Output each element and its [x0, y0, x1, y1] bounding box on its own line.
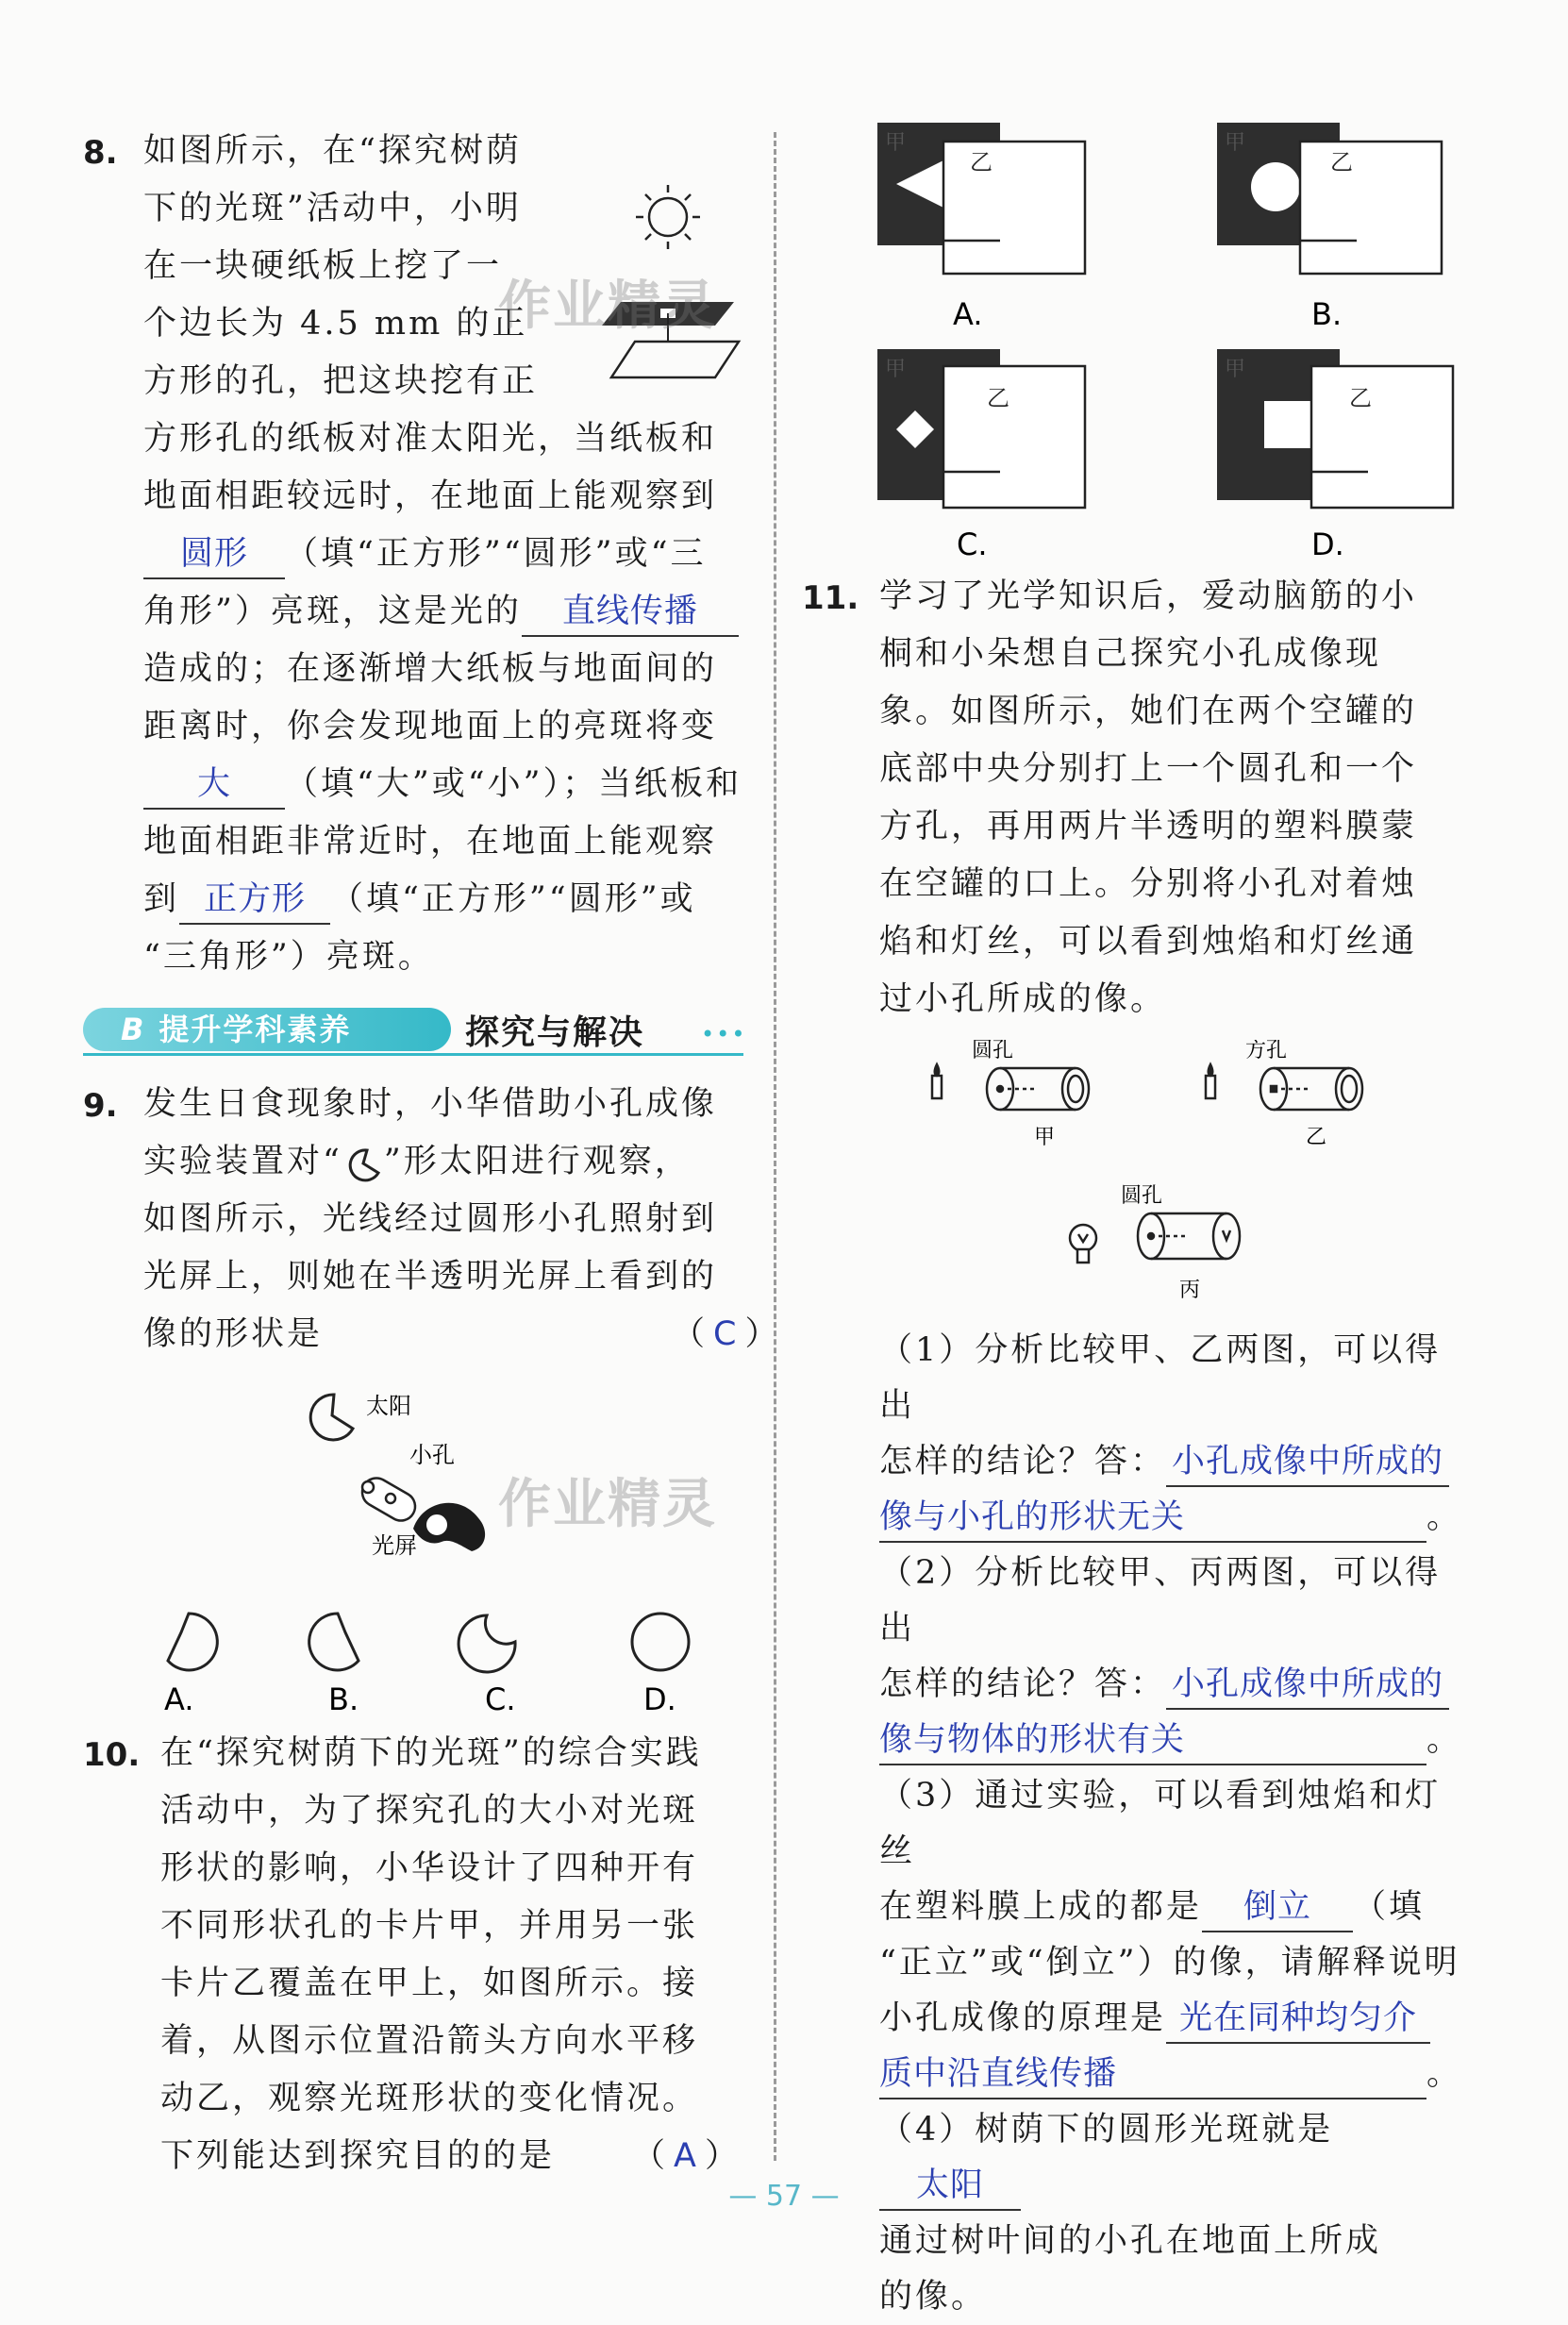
text-line: （3）通过实验，可以看到烛焰和灯丝 — [879, 1777, 1442, 1870]
answer-blank: 像与物体的形状有关 — [879, 1716, 1426, 1765]
text-line — [160, 2128, 764, 2185]
text-line: 方形的孔，把这块挖有正 — [143, 362, 539, 400]
text: （填“正方形”“圆形”或 — [330, 880, 696, 918]
text-line: 下的光斑”活动中，小明 — [143, 190, 522, 227]
can-jia — [932, 1064, 1089, 1110]
answer-blank: 大 — [143, 761, 285, 810]
answer-paren — [632, 2128, 741, 2185]
text-line: 过小孔所成的像。 — [879, 980, 1167, 1018]
text-line: 在“探究树荫下的光斑”的综合实践 — [160, 1734, 702, 1772]
text-line: 发生日食现象时，小华借助小孔成像 — [143, 1085, 718, 1123]
option-label: C. — [485, 1681, 516, 1717]
answer-blank: 光在同种均匀介 — [1166, 1995, 1430, 2044]
answer-blank: 小孔成像中所成的 — [1166, 1661, 1449, 1710]
card-label-yi: 乙 — [1330, 149, 1353, 176]
text-line: 在一块硬纸板上挖了一 — [143, 247, 503, 285]
card-label-jia: 甲 — [1225, 358, 1246, 381]
text-line: 活动中，为了探究孔的大小对光斑 — [160, 1792, 699, 1830]
text-line: 个边长为 4.5 mm 的正 — [143, 305, 528, 343]
text: （填“大”或“小”）；当纸板和 — [285, 765, 742, 803]
text-line — [879, 1991, 1474, 2047]
text: ”形太阳进行观察， — [383, 1143, 691, 1180]
question-text — [160, 1725, 764, 2185]
label-hole: 小孔 — [409, 1442, 455, 1468]
text: 实验装置对“ — [143, 1143, 342, 1180]
question-number: 9. — [83, 1087, 118, 1125]
choice-answer: A — [674, 2137, 699, 2175]
text: 怎样的结论？答： — [879, 1665, 1167, 1703]
question-number: 8. — [83, 134, 118, 172]
text-line: 动乙，观察光斑形状的变化情况。 — [160, 2080, 699, 2117]
section-banner — [83, 1000, 747, 1061]
watermark: 作业精灵 — [498, 276, 717, 337]
crescent-sun-icon — [342, 1145, 384, 1182]
text-line: 焰和灯丝，可以看到烛焰和灯丝通 — [879, 923, 1418, 961]
label-yi: 乙 — [1306, 1126, 1327, 1149]
option-c-shape — [459, 1615, 515, 1672]
text-line: （1）分析比较甲、乙两图，可以得出 — [879, 1331, 1442, 1425]
text-line: 卡片乙覆盖在甲上，如图所示。接 — [160, 1965, 699, 2002]
page-number: — 57 — — [728, 2180, 840, 2213]
section-letter: B — [121, 1012, 146, 1047]
text-line: 地面相距较远时，在地面上能观察到 — [143, 477, 718, 515]
section-title: 探究与解决 — [465, 1013, 645, 1052]
choice-answer: C — [713, 1315, 740, 1353]
text-line: 底部中央分别打上一个圆孔和一个 — [879, 750, 1418, 788]
text-line: 地面相距非常近时，在地面上能观察 — [143, 823, 718, 861]
column-divider — [774, 132, 776, 2161]
question-text — [143, 1076, 781, 1363]
option-b-shape — [309, 1614, 359, 1670]
text-line: （2）分析比较甲、丙两图，可以得出 — [879, 1554, 1442, 1648]
q9-options — [149, 1604, 734, 1727]
text: 小孔成像的原理是 — [879, 1999, 1167, 2037]
text-line: 造成的；在逐渐增大纸板与地面间的 — [143, 650, 718, 688]
option-label: B. — [1311, 296, 1343, 332]
text-line: 如图所示，光线经过圆形小孔照射到 — [143, 1200, 718, 1238]
text: 。 — [1426, 2055, 1463, 2093]
answer-blank: 小孔成像中所成的 — [1166, 1438, 1449, 1487]
text-line: 桐和小朵想自己探究小孔成像现 — [879, 635, 1382, 673]
text-line: 光屏上，则她在半透明光屏上看到的 — [143, 1258, 718, 1296]
text: 到 — [143, 880, 180, 918]
answer-blank: 倒立 — [1202, 1883, 1353, 1932]
text-line: “三角形”）亮斑。 — [143, 938, 434, 976]
option-c-card — [877, 349, 1085, 562]
answer-blank: 正方形 — [179, 876, 330, 925]
label-jia: 甲 — [1034, 1126, 1056, 1149]
text: 怎样的结论？答： — [879, 1443, 1167, 1480]
text: 。 — [1426, 1721, 1463, 1759]
paren: （ — [672, 1315, 709, 1353]
partial-sun-shape — [310, 1395, 353, 1440]
option-label: C. — [957, 527, 988, 562]
text: （填“正方形”“圆形”或“三 — [285, 535, 707, 573]
option-label: A. — [953, 296, 983, 332]
candle-icon — [932, 1076, 942, 1098]
answer-blank: 太阳 — [879, 2162, 1021, 2211]
option-d-card — [1217, 349, 1453, 562]
text-line — [143, 1306, 781, 1363]
option-label: A. — [164, 1681, 194, 1717]
label-screen: 光屏 — [372, 1532, 417, 1559]
text-line — [879, 1713, 1474, 1768]
answer-blank: 圆形 — [143, 530, 285, 579]
circle-hole — [1251, 162, 1300, 211]
option-label: D. — [1311, 527, 1344, 562]
pinhole-tube — [358, 1473, 421, 1526]
text: 角形”）亮斑，这是光的 — [143, 593, 522, 630]
text-line: 不同形状孔的卡片甲，并用另一张 — [160, 1907, 699, 1945]
text-line: 形状的影响，小华设计了四种开有 — [160, 1849, 699, 1887]
text-line: 距离时，你会发现地面上的亮斑将变 — [143, 708, 718, 745]
section-pill — [83, 1008, 451, 1051]
q10-card-options — [802, 123, 1472, 576]
option-d-shape — [632, 1614, 689, 1670]
paren: ） — [704, 2137, 741, 2175]
can-yi — [1206, 1064, 1362, 1110]
text-line — [143, 756, 747, 813]
pinhole-can-figure — [906, 1040, 1396, 1323]
answer-blank: 质中沿直线传播 — [879, 2050, 1426, 2099]
option-a-shape — [168, 1614, 217, 1670]
text-line: 在空罐的口上。分别将小孔对着烛 — [879, 865, 1418, 903]
text-line: 学习了光学知识后，爱动脑筋的小 — [879, 577, 1418, 615]
card-label-yi: 乙 — [987, 385, 1009, 411]
text: 。 — [1426, 1498, 1463, 1536]
card-label-jia: 甲 — [885, 358, 907, 381]
girl-head — [413, 1503, 485, 1551]
label-bing: 丙 — [1179, 1279, 1201, 1302]
text-line — [143, 583, 747, 641]
text-line: 方形孔的纸板对准太阳光，当纸板和 — [143, 420, 718, 458]
question-number: 11. — [802, 579, 859, 617]
text-line — [879, 1880, 1474, 1935]
text-line — [879, 2047, 1474, 2102]
text-line — [143, 871, 747, 928]
card-label-yi: 乙 — [1349, 385, 1372, 411]
section-pill-label: 提升学科素养 — [158, 1012, 352, 1047]
label-sun: 太阳 — [366, 1393, 411, 1419]
answer-blank: 直线传播 — [522, 588, 739, 637]
candle-icon — [1206, 1076, 1215, 1098]
label-round-hole: 圆孔 — [1121, 1184, 1163, 1208]
answer-blank: 像与小孔的形状无关 — [879, 1494, 1426, 1543]
ground-plane — [611, 342, 739, 377]
text: （填 — [1353, 1888, 1426, 1926]
paren: （ — [632, 2137, 669, 2175]
text-line: 着，从图示位置沿箭头方向水平移 — [160, 2022, 699, 2060]
text-line — [143, 1133, 747, 1191]
text: 在塑料膜上成的都是 — [879, 1888, 1203, 1926]
card-label-yi: 乙 — [970, 149, 993, 176]
question-number: 10. — [83, 1736, 141, 1774]
label-square-hole: 方孔 — [1245, 1040, 1288, 1062]
sub-questions — [879, 1323, 1474, 2325]
paren: ） — [744, 1315, 781, 1353]
text-line: 通过树叶间的小孔在地面上所成 — [879, 2222, 1382, 2260]
text-line — [879, 1490, 1474, 1546]
text: 像的形状是 — [143, 1315, 324, 1353]
text-line: 如图所示，在“探究树荫 — [143, 132, 522, 170]
text-line: “正立”或“倒立”）的像，请解释说明 — [879, 1944, 1460, 1982]
option-label: B. — [328, 1681, 359, 1717]
section-underline — [83, 1053, 743, 1056]
option-a-card — [877, 123, 1085, 332]
label-round-hole: 圆孔 — [972, 1040, 1014, 1062]
text: 下列能达到探究目的的是 — [160, 2137, 556, 2175]
text-line: 方孔，再用两片半透明的塑料膜蒙 — [879, 808, 1418, 845]
text-line: 象。如图所示，她们在两个空罐的 — [879, 693, 1418, 730]
text-line — [879, 1657, 1474, 1713]
question-text — [879, 568, 1474, 1029]
card-label-jia: 甲 — [885, 131, 907, 155]
sun-icon — [636, 185, 700, 249]
section-dots: ••• — [701, 1021, 747, 1047]
can-bing — [1070, 1213, 1240, 1263]
option-label: D. — [643, 1681, 676, 1717]
answer-paren — [672, 1306, 780, 1363]
text-line — [879, 1434, 1474, 1490]
light-bulb-icon — [1070, 1225, 1096, 1263]
card-label-jia: 甲 — [1225, 131, 1246, 155]
square-hole — [1264, 401, 1311, 448]
option-b-card — [1217, 123, 1442, 332]
text-line — [143, 526, 747, 583]
text: （4）树荫下的圆形光斑就是 — [879, 2111, 1334, 2149]
text-line: 的像。 — [879, 2278, 988, 2316]
watermark: 作业精灵 — [498, 1474, 717, 1535]
